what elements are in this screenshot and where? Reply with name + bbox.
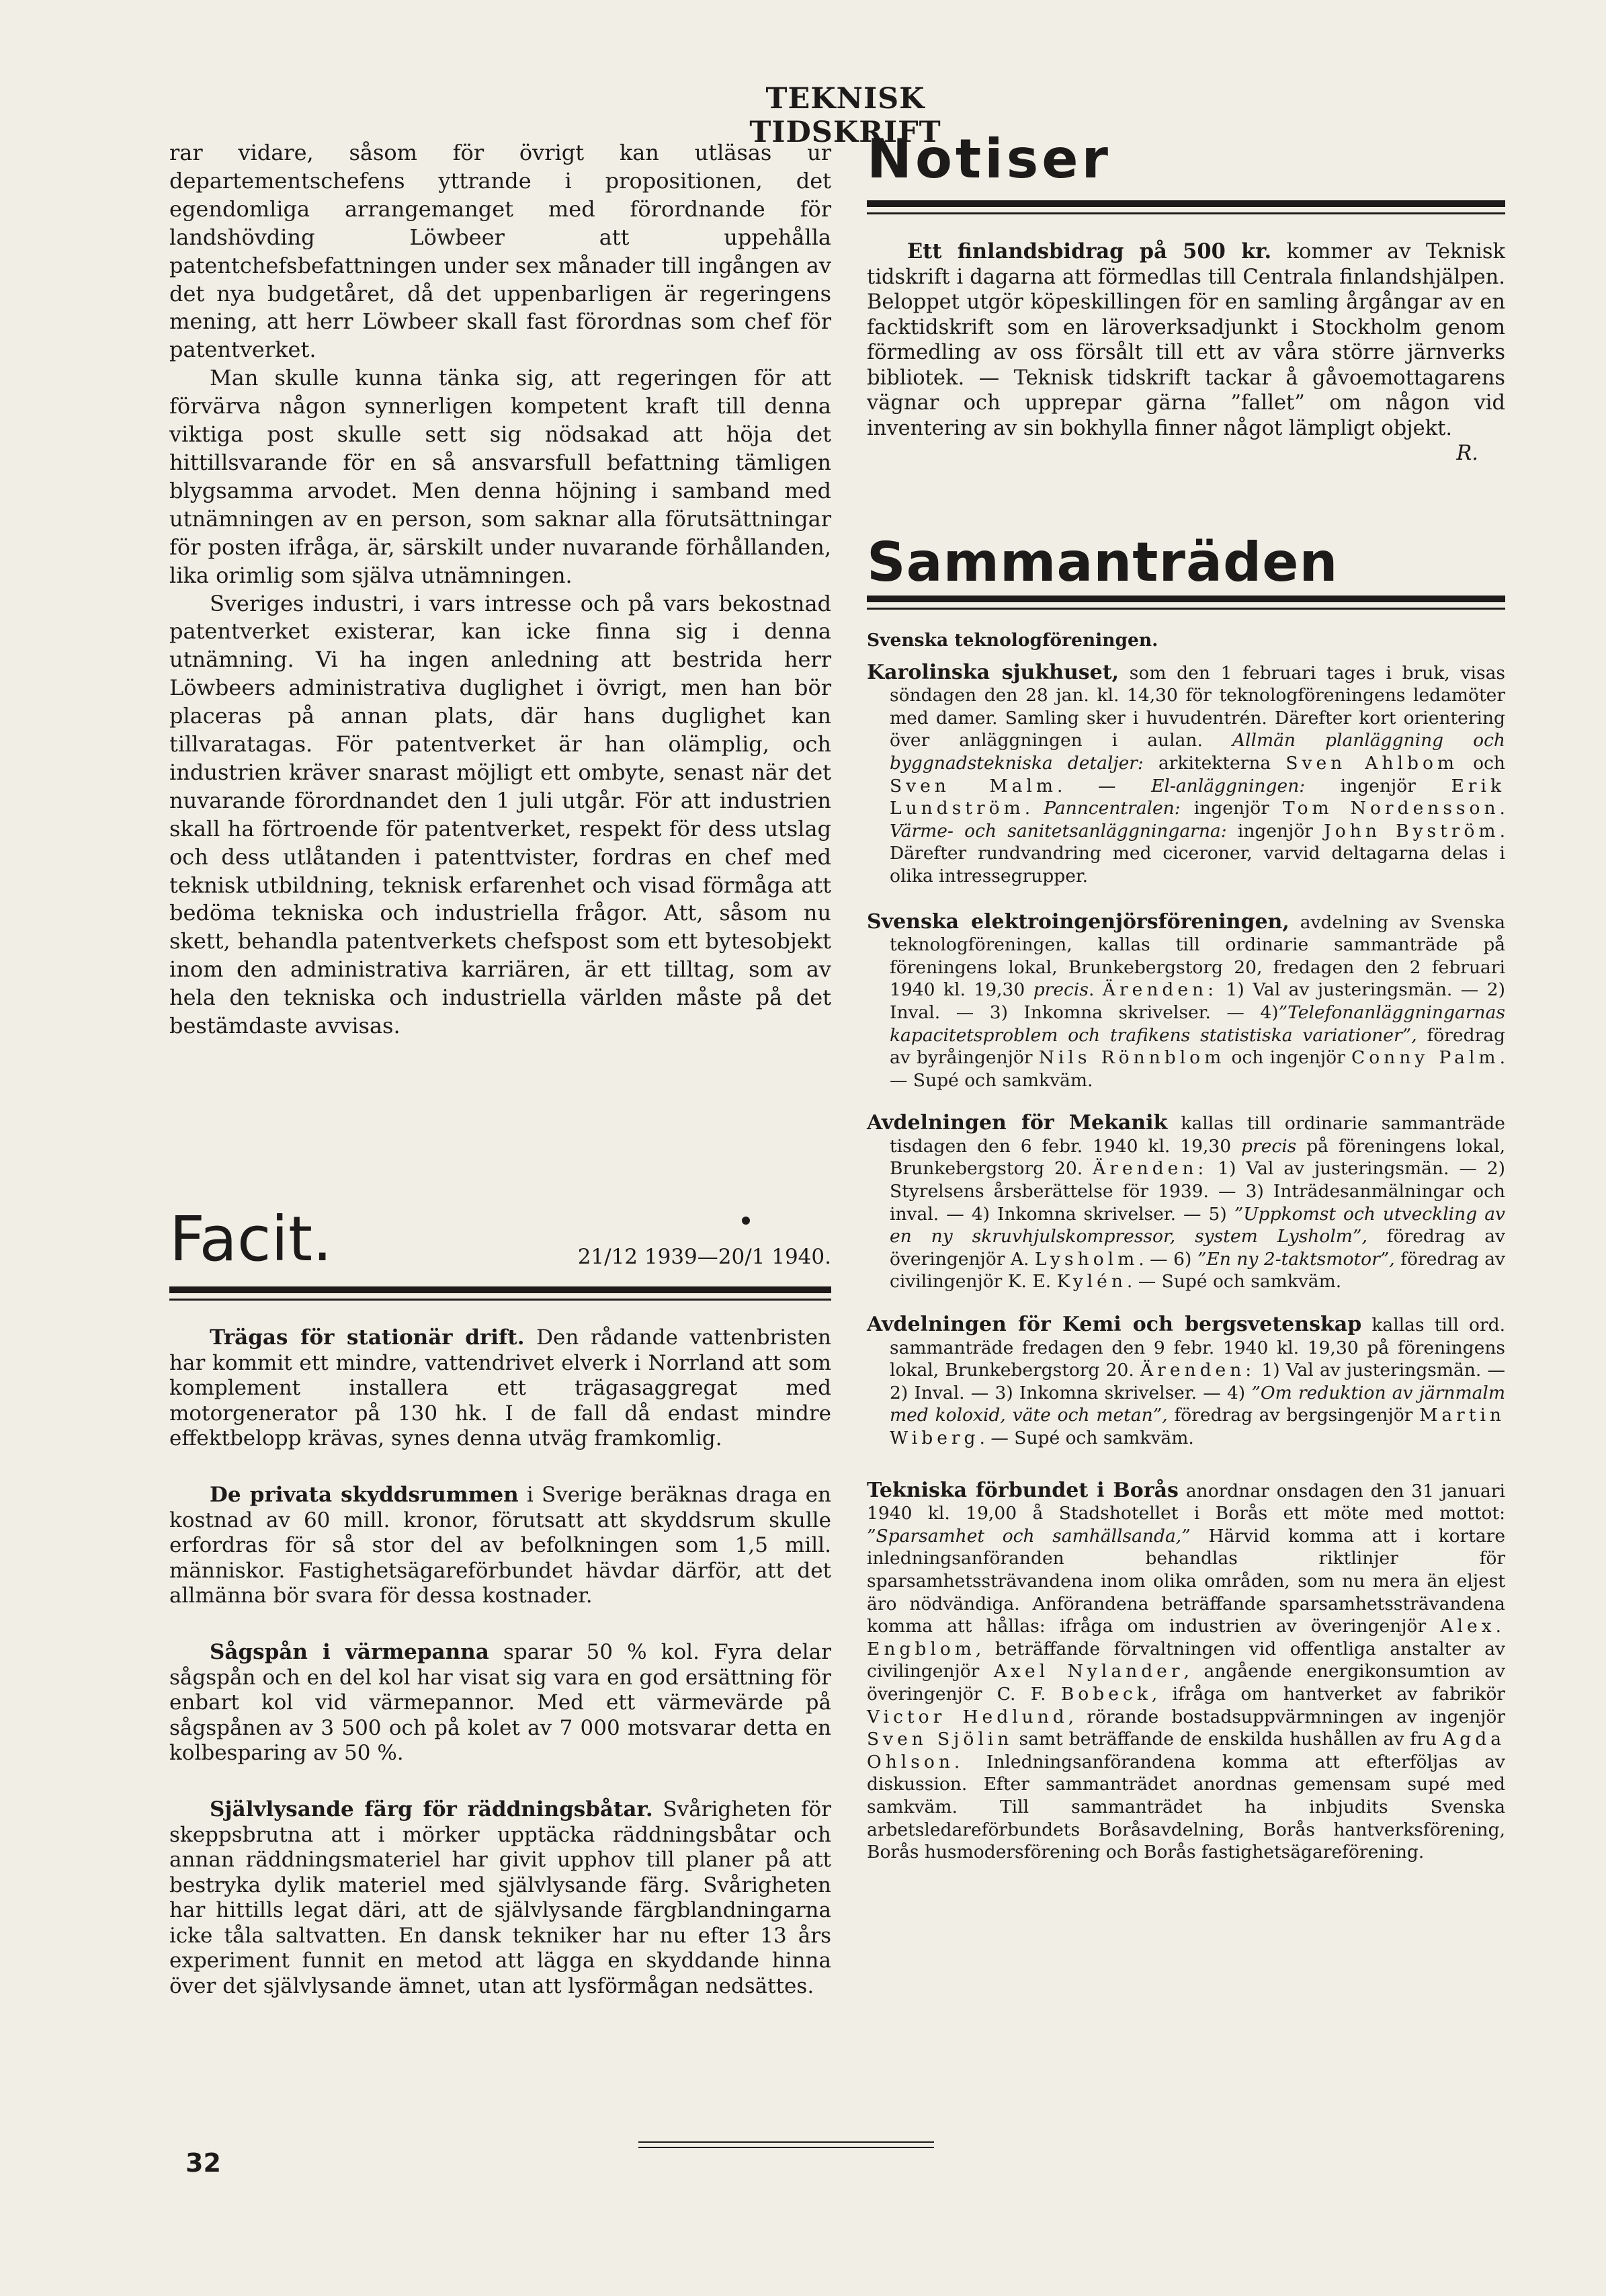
notiser-section	[867, 128, 1505, 190]
meeting-entry: Avdelningen för Mekanik kallas till ordinarie sammanträde tisdagen den 6 febr. 1940 kl. 19,30 precis på föreningens lokal, Brunkebergstorg 20. Ärenden: 1) Val av justeringsmän. — 2) Styrelsens årsberättelse för 1939. — 3) Inträdesanmälningar och inval. — 4) Inkomna skrivelser. — 5) ”Uppkomst och utveckling av en ny skruvhjulskompressor, system Lysholm”, föredrag av överingenjör A. Lysholm. — 6) ”En ny 2-taktsmotor”, föredrag av civilingenjör K. E. Kylén. — Supé och samkväm.	[867, 1111, 1505, 1293]
divider	[867, 608, 1505, 610]
meeting-entry: Tekniska förbundet i Borås anordnar onsdagen den 31 januari 1940 kl. 19,00 å Stadshotellet i Borås ett möte med mottot: ”Sparsamhet och samhällsanda,” Härvid komma att i kortare inledningsanföranden behandlas riktlinjer för sparsamhetssträvandena inom olika områden, som nu mera än eljest äro nödvändiga. Anförandena beträffande sparsamhetssträvandena komma att hållas: ifråga om industrien av överingenjör Alex. Engblom, beträffande förvaltningen vid offentliga anstalter av civilingenjör Axel Nylander, angående energikonsumtion av överingenjör C. F. Bobeck, ifråga om hantverket av fabrikör Victor Hedlund, rörande bostadsuppvärmningen av ingenjör Sven Sjölin samt beträffande de enskilda hushållen av fru Agda Ohlson. Inledningsanförandena komma att efterföljas av diskussion. Efter sammanträdet anordnas gemensam supé med samkväm. Till sammanträdet ha inbjudits Svenska arbetsledareförbundets Boråsavdelning, Borås hantverksförening, Borås husmodersförening och Borås fastighetsägareförening.	[867, 1478, 1506, 1863]
section-title: Facit.	[169, 1203, 333, 1275]
notiser-body	[867, 239, 1505, 466]
paragraph: rar vidare, såsom för övrigt kan utläsas ur departementschefens yttrande i propositionen, det egendomliga arrangemanget med förordnande för landshövding Löwbeer att uppehålla patentchefsbefattningen under sex månader till ingången av det nya budgetåret, då det uppenbarligen är regeringens mening, att herr Löwbeer skall fast förordnas som chef för patentverket.	[169, 140, 831, 363]
meeting-entry: Karolinska sjukhuset, som den 1 februari tages i bruk, visas söndagen den 28 jan. kl. 14,30 för teknologföreningens ledamöter med damer. Samling sker i huvudentrén. Därefter kort orientering över anläggningen i aulan. Allmän planläggning och byggnadstekniska detaljer: arkitekterna Sven Ahlbom och Sven Malm. — El-anläggningen: ingenjör Erik Lundström. Panncentralen: ingenjör Tom Nordensson. Värme- och sanitetsanläggningarna: ingenjör John Byström. Därefter rundvandring med ciceroner, varvid deltagarna delas i olika intressegrupper.	[867, 660, 1506, 887]
divider	[169, 1299, 831, 1301]
divider	[867, 200, 1505, 207]
news-item: Sågspån i värmepanna sparar 50 % kol. Fyra delar sågspån och en del kol har visat sig vara en god ersättning för enbart kol vid värmepannor. Med ett värmevärde på sågspånen av 3 500 och på kolet av 7 000 motsvarar detta en kolbesparing av 50 %.	[169, 1639, 831, 1766]
paragraph: Man skulle kunna tänka sig, att regeringen för att förvärva någon synnerligen kompetent kraft till denna viktiga post skulle sett sig nödsakad att höja det hittillsvarande för en så ansvarsfull befattning tämligen blygsamma arvodet. Men denna höjning i samband med utnämningen av en person, som saknar alla förutsättningar för posten ifråga, är, särskilt under nuvarande förhållanden, lika orimlig som själva utnämningen.	[169, 365, 831, 588]
subheading: Svenska teknologföreningen.	[867, 630, 1158, 651]
ink-dot	[742, 1217, 750, 1225]
facit-items	[169, 1325, 831, 2031]
news-item: Trägas för stationär drift. Den rådande vattenbristen har kommit ett mindre, vattendrivet elverk i Norrland att som komplement installera ett trägasaggregat med motorgenerator på 130 hk. I de fall då endast mindre effektbelopp krävas, synes denna utväg framkomlig.	[169, 1325, 831, 1451]
divider	[867, 596, 1505, 602]
article-continuation	[169, 139, 831, 1040]
news-item: Ett finlandsbidrag på 500 kr. kommer av Teknisk tidskrift i dagarna att förmedlas till Centrala finlandshjälpen. Beloppet utgör köpeskillingen för en samling årgångar av en facktidskrift som en läroverksadjunkt i Stockholm genom förmedling av oss försålt till ett av våra större järnverks bibliotek. — Teknisk tidskrift tackar å gåvoemottagarens vägnar och upprepar gärna ”fallet” om någon vid inventering av sin bokhylla finner något lämpligt objekt. R.	[867, 239, 1505, 465]
paragraph: Sveriges industri, i vars intresse och på vars bekostnad patentverket existerar, kan icke finna sig i denna utnämning. Vi ha ingen anledning att bestrida herr Löwbeers administrativa duglighet i övrigt, men han bör placeras på annan plats, där hans duglighet kan tillvaratagas. För patentverket är han olämplig, och industrien kräver snarast möjligt ett ombyte, senast när det nuvarande förordnandet den 1 juli utgår. För att industrien skall ha förtroende för patentverket, respekt för dess utslag och dess utlåtanden i patenttvister, fordras en chef med teknisk utbildning, teknisk erfarenhet och visad förmåga att bedöma tekniska och industriella frågor. Att, såsom nu skett, behandla patentverkets chefspost som ett bytesobjekt inom den administrativa karriären, är ett tilltag, som av hela den tekniska och industriella världen måste på det bestämdaste avvisas.	[169, 590, 831, 1039]
news-item: De privata skyddsrummen i Sverige beräknas draga en kostnad av 60 mill. kronor, förutsatt att skyddsrum skulle erfordras för så stor del av befolkningen som 1,5 mill. människor. Fastighetsägareförbundet hävdar därför, att det allmänna bör svara för dessa kostnader.	[169, 1482, 831, 1608]
facit-header	[169, 1203, 831, 1297]
signature: R.	[1456, 442, 1478, 465]
divider	[169, 1286, 831, 1293]
page-number: 32	[185, 2148, 221, 2178]
footer-rule	[638, 2147, 934, 2148]
masthead: TEKNISK TIDSKRIFT	[749, 82, 941, 149]
divider	[867, 212, 1505, 214]
date-range: 21/12 1939—20/1 1940.	[577, 1245, 831, 1269]
section-title: Sammanträden	[867, 531, 1339, 593]
sammantraden-body	[867, 629, 1505, 1864]
meeting-entry: Avdelningen för Kemi och bergsvetenskap kallas till ord. sammanträde fredagen den 9 febr. 1940 kl. 19,30 på föreningens lokal, Brunkebergstorg 20. Ärenden: 1) Val av justeringsmän. — 2) Inval. — 3) Inkomna skrivelser. — 4) ”Om reduktion av järnmalm med koloxid, väte och metan”, föredrag av bergsingenjör Martin Wiberg. — Supé och samkväm.	[867, 1313, 1506, 1448]
meeting-entry: Svenska elektroingenjörsföreningen, avdelning av Svenska teknologföreningen, kallas till ordinarie sammanträde på föreningens lokal, Brunkebergstorg 20, fredagen den 2 februari 1940 kl. 19,30 precis. Ärenden: 1) Val av justeringsmän. — 2) Inval. — 3) Inkomna skrivelser. — 4)”Telefonanläggningarnas kapacitetsproblem och trafikens statistiska variationer”, föredrag av byråingenjör Nils Rönnblom och ingenjör Conny Palm. — Supé och samkväm.	[867, 909, 1506, 1091]
footer-rule	[638, 2141, 934, 2143]
sammantraden-section	[867, 531, 1505, 593]
news-item: Självlysande färg för räddningsbåtar. Svårigheten för skeppsbrutna att i mörker upptäcka räddningsbåtar och annan räddningsmateriel har givit upphov till planer på att bestryka dylik materiel med självlysande färg. Svårigheten har hittills legat däri, att de självlysande färgblandningarna icke tåla saltvatten. En dansk tekniker har nu efter 13 års experiment funnit en metod att lägga en skyddande hinna över det självlysande ämnet, utan att lysförmågan nedsättes.	[169, 1797, 831, 1999]
section-title: Notiser	[867, 128, 1111, 190]
